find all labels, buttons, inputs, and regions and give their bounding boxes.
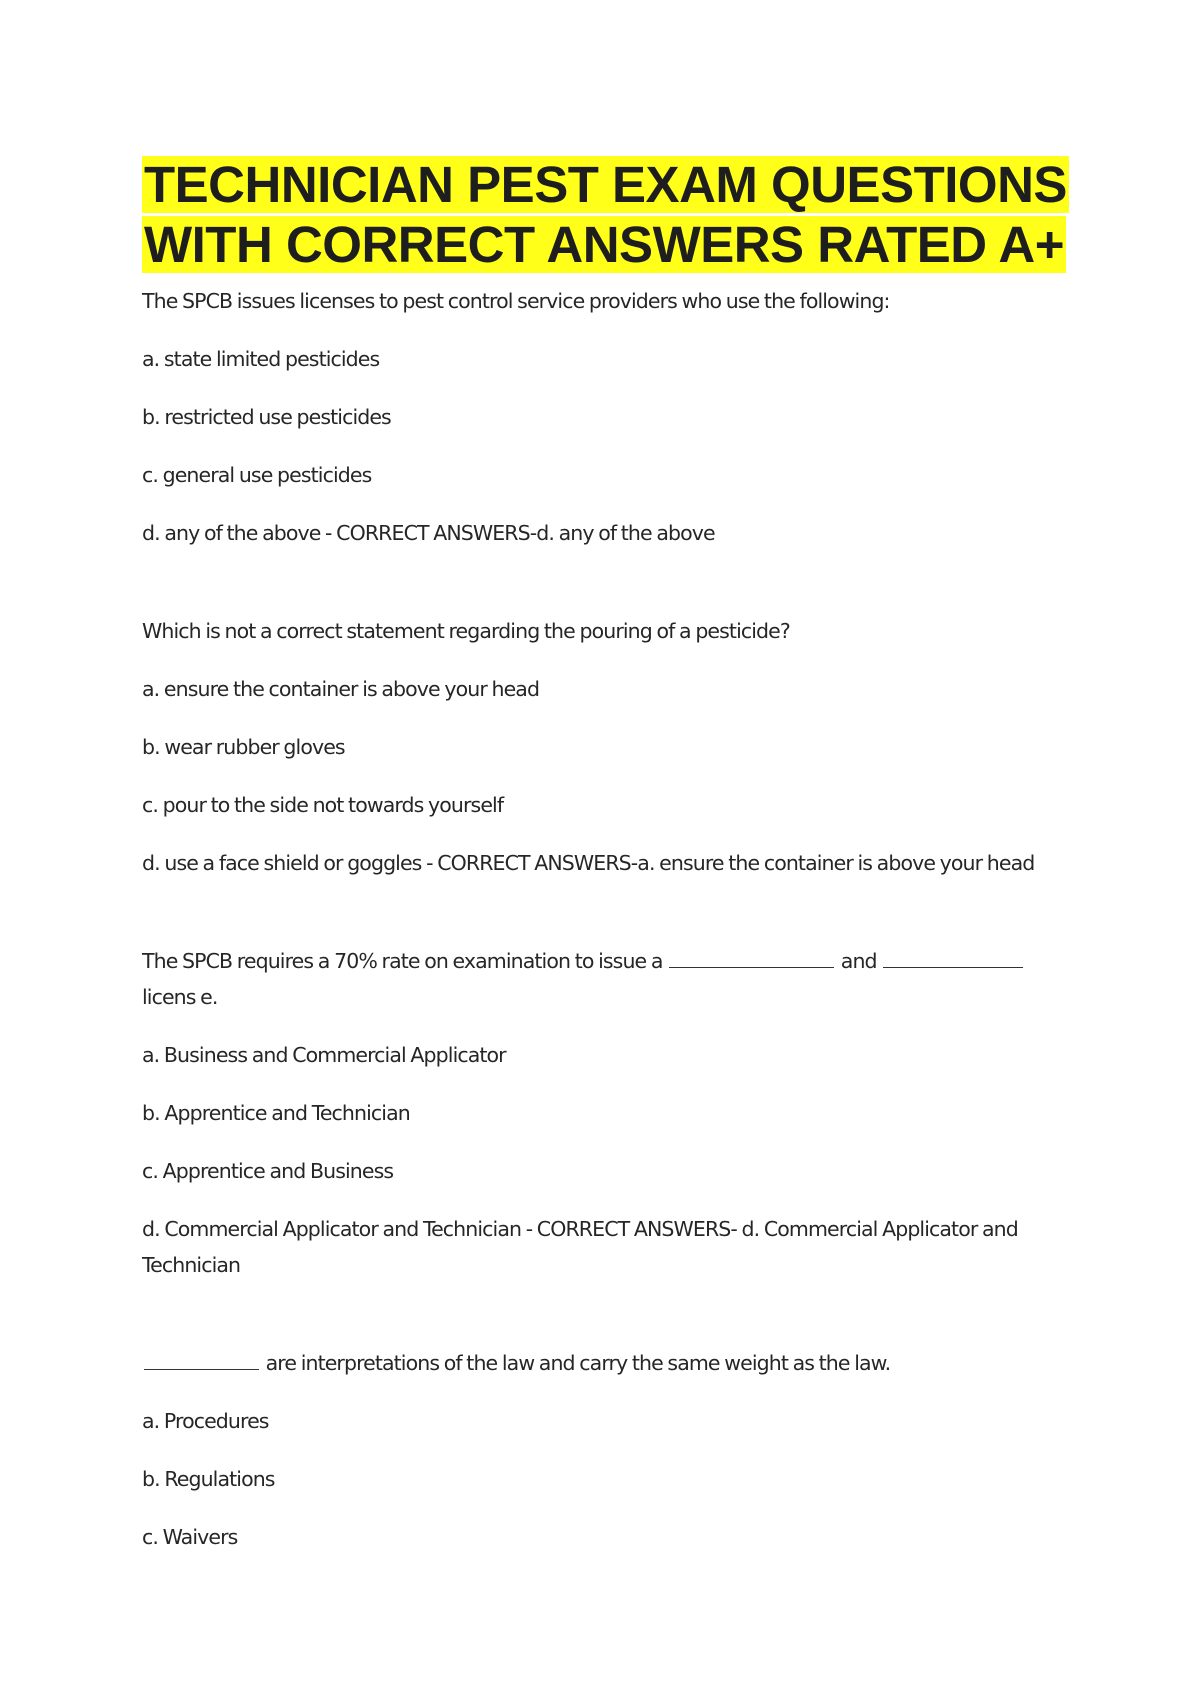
- document-title: [142, 155, 1082, 275]
- question-1-option-c: c. general use pesticides: [142, 463, 372, 487]
- question-3-option-a: a. Business and Commercial Applicator: [142, 1043, 506, 1067]
- question-2-option-a: a. ensure the container is above your head: [142, 677, 540, 701]
- question-3-option-b: b. Apprentice and Technician: [142, 1101, 410, 1125]
- question-3-prompt: [142, 943, 1082, 1015]
- document-page: [142, 155, 1082, 1617]
- question-3-option-d-answer: d. Commercial Applicator and Technician - CORRECT ANSWERS- d. Commercial Applicator and Technician: [142, 1217, 1018, 1277]
- question-1-option-d-answer: d. any of the above - CORRECT ANSWERS-d. any of the above: [142, 521, 715, 545]
- question-3-option-c: c. Apprentice and Business: [142, 1159, 394, 1183]
- question-4-prompt: [142, 1345, 1082, 1381]
- question-4-option-a: a. Procedures: [142, 1409, 269, 1433]
- question-4-prompt-rest: are interpretations of the law and carry the same weight as the law.: [265, 1351, 891, 1375]
- fill-in-blank: [883, 947, 1023, 968]
- question-1-option-b: b. restricted use pesticides: [142, 405, 391, 429]
- question-1-prompt: The SPCB issues licenses to pest control service providers who use the following:: [142, 289, 890, 313]
- question-2: [142, 613, 1082, 881]
- question-3-prompt-part-3: licens e.: [142, 985, 218, 1009]
- question-3-prompt-part-2: and: [840, 949, 877, 973]
- title-line-1: TECHNICIAN PEST EXAM QUESTIONS: [144, 156, 1067, 213]
- question-2-prompt: Which is not a correct statement regarding the pouring of a pesticide?: [142, 619, 790, 643]
- question-3: [142, 943, 1082, 1283]
- question-2-option-b: b. wear rubber gloves: [142, 735, 345, 759]
- title-highlight: [142, 156, 1069, 273]
- question-2-option-d-answer: d. use a face shield or goggles - CORRECT ANSWERS-a. ensure the container is above your head: [142, 851, 1035, 875]
- question-4-option-c: c. Waivers: [142, 1525, 238, 1549]
- question-1: [142, 283, 1082, 551]
- question-4: [142, 1345, 1082, 1555]
- question-1-option-a: a. state limited pesticides: [142, 347, 380, 371]
- question-3-prompt-part-1: The SPCB requires a 70% rate on examination to issue a: [142, 949, 663, 973]
- fill-in-blank: [144, 1349, 259, 1370]
- question-2-option-c: c. pour to the side not towards yourself: [142, 793, 504, 817]
- fill-in-blank: [669, 947, 834, 968]
- title-line-2: WITH CORRECT ANSWERS RATED A+: [144, 216, 1065, 273]
- question-4-option-b: b. Regulations: [142, 1467, 275, 1491]
